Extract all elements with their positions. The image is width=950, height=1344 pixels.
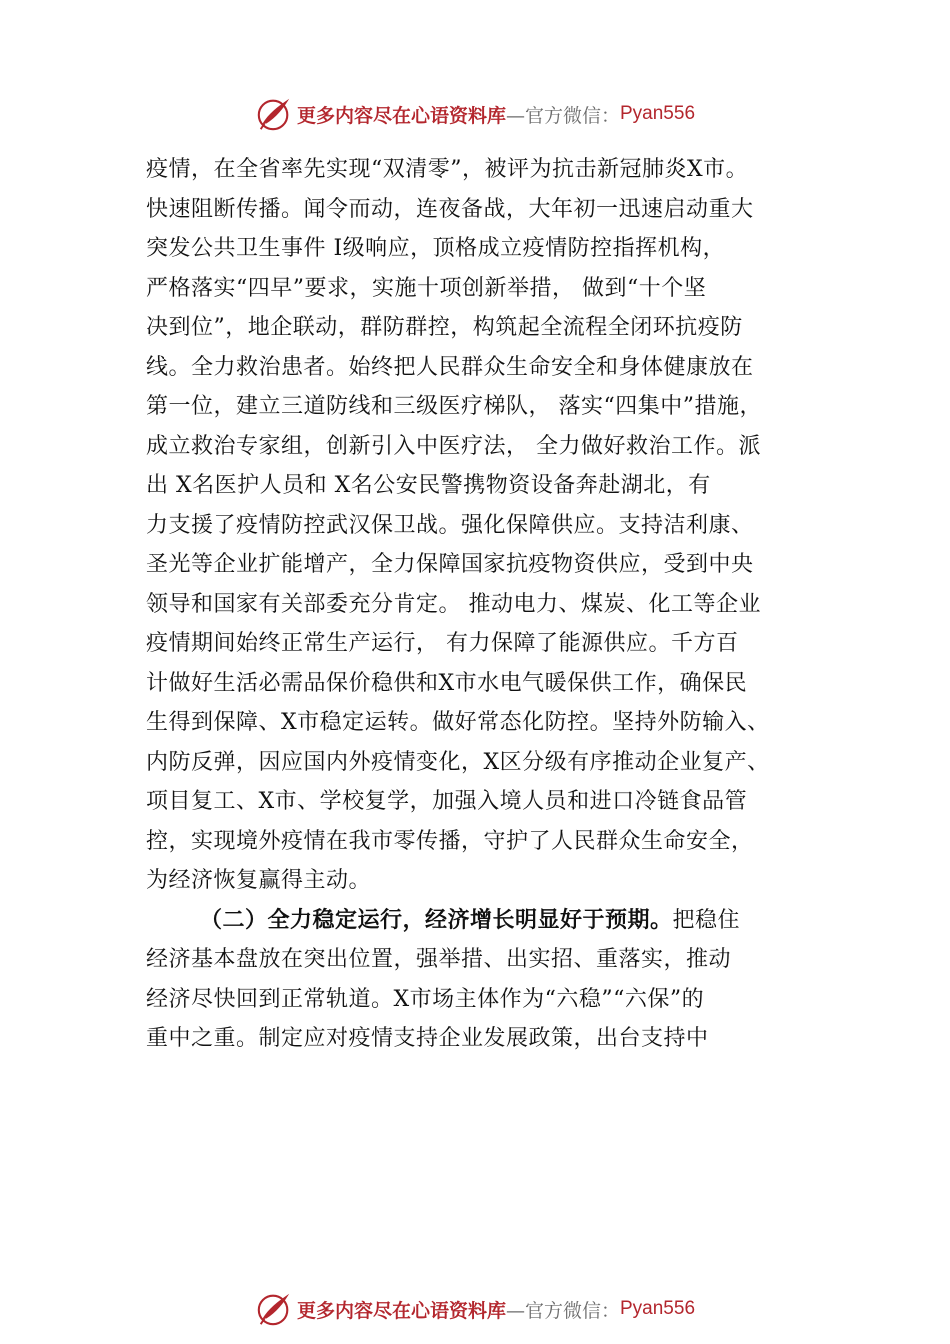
text-line: 项目复工、X市、学校复学，加强入境人员和进口冷链食品管 — [146, 789, 748, 814]
text-line: 第一位，建立三道防线和三级医疗梯队， 落实“四集中”措施， — [146, 394, 762, 419]
section-heading: （二）全力稳定运行，经济增长明显好于预期。 — [200, 906, 673, 933]
text-line: 为经济恢复赢得主动。 — [146, 868, 372, 893]
quill-pen-logo-icon — [255, 1290, 293, 1328]
banner-wechat-label: —官方微信： — [505, 1299, 620, 1322]
banner-wechat-id: Pyan556 — [620, 103, 696, 124]
text-line: 疫情期间始终正常生产运行， 有力保障了能源供应。千方百 — [146, 631, 739, 656]
text-line: 控，实现境外疫情在我市零传播，守护了人民群众生命安全， — [146, 828, 754, 854]
section-heading-continuation: 把稳住 — [672, 907, 741, 933]
banner-wechat-id: Pyan556 — [620, 1298, 696, 1319]
text-line: 领导和国家有关部委充分肯定。 推动电力、煤炭、化工等企业 — [146, 591, 761, 617]
text-line: 出 X名医护人员和 X名公安民警携物资设备奔赴湖北，有 — [146, 473, 711, 498]
text-line: 生得到保障、X市稳定运转。做好常态化防控。坚持外防输入、 — [146, 710, 770, 735]
text-line: 力支援了疫情防控武汉保卫战。强化保障供应。支持洁利康、 — [146, 512, 754, 538]
banner-wechat-label: —官方微信： — [505, 104, 620, 127]
text-line: 经济尽快回到正常轨道。X市场主体作为“六稳”“六保”的 — [146, 986, 705, 1012]
header-banner — [0, 92, 950, 136]
text-line: 计做好生活必需品保价稳供和X市水电气暖保供工作，确保民 — [146, 670, 748, 696]
banner-title: 更多内容尽在心语资料库 — [296, 1299, 506, 1322]
footer-banner — [0, 1287, 950, 1331]
section-heading-line — [146, 901, 836, 941]
text-line: 线。全力救治患者。始终把人民群众生命安全和身体健康放在 — [146, 354, 754, 380]
banner-title: 更多内容尽在心语资料库 — [296, 104, 506, 127]
quill-pen-logo-icon — [255, 95, 293, 133]
text-line: 重中之重。制定应对疫情支持企业发展政策，出台支持中 — [146, 1026, 709, 1051]
text-line: 决到位”，地企联动，群防群控，构筑起全流程全闭环抗疫防 — [146, 315, 743, 340]
document-body — [146, 150, 836, 1059]
text-line: 快速阻断传播。闻令而动，连夜备战，大年初一迅速启动重大 — [146, 196, 754, 222]
text-line: 内防反弹，因应国内外疫情变化，X区分级有序推动企业复产、 — [146, 749, 770, 775]
text-line: 经济基本盘放在突出位置，强举措、出实招、重落实，推动 — [146, 947, 732, 972]
text-line: 疫情，在全省率先实现“双清零”，被评为抗击新冠肺炎X市。 — [146, 157, 749, 182]
text-line: 突发公共卫生事件 I级响应，顶格成立疫情防控指挥机构， — [146, 236, 726, 261]
text-line: 圣光等企业扩能增产，全力保障国家抗疫物资供应，受到中央 — [146, 552, 754, 577]
text-line: 严格落实“四早”要求，实施十项创新举措， 做到“十个坚 — [146, 275, 707, 301]
text-line: 成立救治专家组，创新引入中医疗法， 全力做好救治工作。派 — [146, 433, 761, 459]
